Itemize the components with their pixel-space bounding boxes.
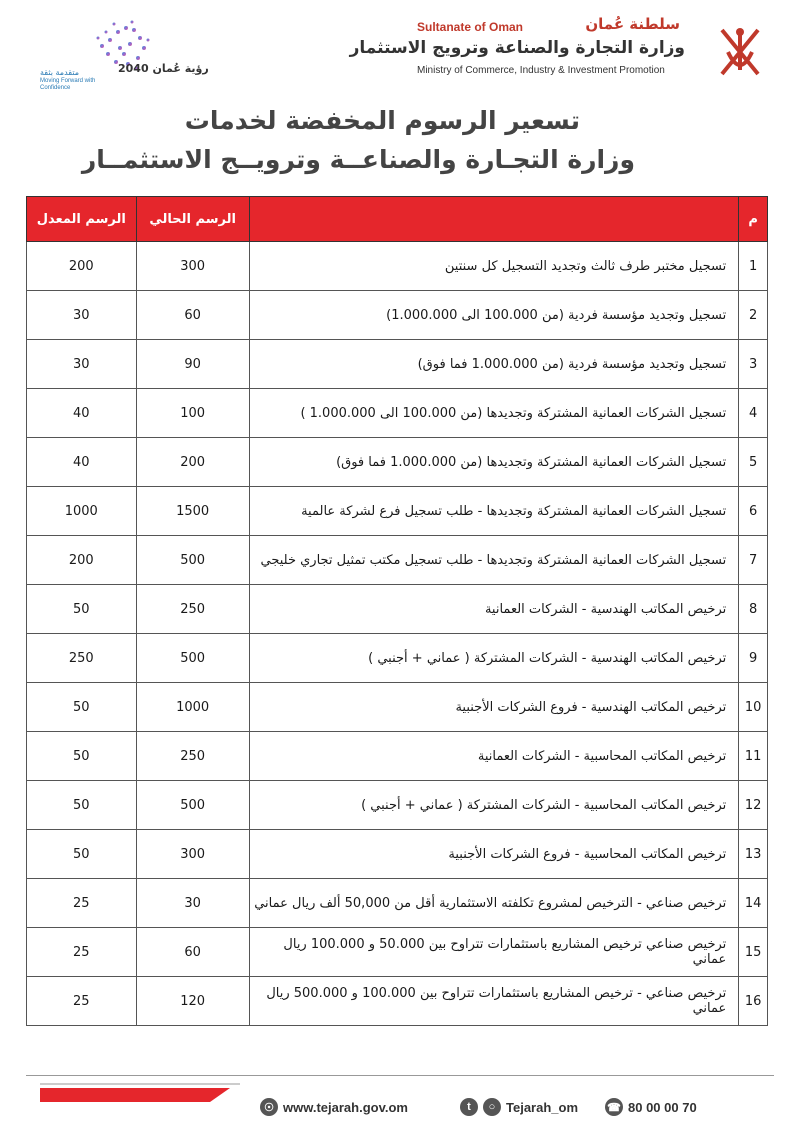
page-title-line2: وزارة التجـارة والصناعــة وترويــج الاستثمــار (81, 145, 635, 174)
row-current-fee: 250 (136, 732, 249, 781)
row-num: 5 (739, 438, 768, 487)
table-row (27, 634, 768, 683)
row-num: 15 (739, 928, 768, 977)
table-row (27, 438, 768, 487)
row-current-fee: 60 (136, 291, 249, 340)
header-new-fee: الرسم المعدل (27, 197, 137, 242)
row-num: 13 (739, 830, 768, 879)
row-service: تسجيل الشركات العمانية المشتركة وتجديدها - طلب تسجيل مكتب تمثيل تجاري خليجي (249, 536, 738, 585)
row-service: تسجيل الشركات العمانية المشتركة وتجديدها (من 1.000.000 فما فوق) (249, 438, 738, 487)
row-service: ترخيص المكاتب الهندسية - الشركات العمانية (249, 585, 738, 634)
table-row (27, 977, 768, 1026)
row-service: ترخيص المكاتب المحاسبية - فروع الشركات الأجنبية (249, 830, 738, 879)
table-row (27, 389, 768, 438)
row-new-fee: 200 (27, 242, 137, 291)
row-service: تسجيل الشركات العمانية المشتركة وتجديدها (من 100.000 الى 1.000.000 ) (249, 389, 738, 438)
row-new-fee: 25 (27, 928, 137, 977)
table-row (27, 487, 768, 536)
footer-decoration (40, 1082, 240, 1104)
row-new-fee: 50 (27, 830, 137, 879)
row-num: 11 (739, 732, 768, 781)
social-link[interactable] (460, 1098, 578, 1116)
row-num: 16 (739, 977, 768, 1026)
table-row (27, 879, 768, 928)
row-service: ترخيص المكاتب المحاسبية - الشركات المشتركة ( عماني + أجنبي ) (249, 781, 738, 830)
row-num: 14 (739, 879, 768, 928)
header-service (249, 197, 738, 242)
row-service: ترخيص صناعي - الترخيص لمشروع تكلفته الاستثمارية أقل من 50,000 ألف ريال عماني (249, 879, 738, 928)
row-service: ترخيص المكاتب الهندسية - الشركات المشتركة ( عماني + أجنبي ) (249, 634, 738, 683)
row-num: 7 (739, 536, 768, 585)
row-num: 1 (739, 242, 768, 291)
org-name-ar: سلطنة عُمان (585, 15, 680, 33)
fees-table (26, 196, 768, 1026)
row-current-fee: 1500 (136, 487, 249, 536)
phone-link[interactable] (605, 1098, 697, 1116)
row-current-fee: 300 (136, 242, 249, 291)
row-num: 9 (739, 634, 768, 683)
row-new-fee: 30 (27, 340, 137, 389)
twitter-icon: t (460, 1098, 478, 1116)
row-new-fee: 250 (27, 634, 137, 683)
row-current-fee: 30 (136, 879, 249, 928)
phone-icon: ☎ (605, 1098, 623, 1116)
row-new-fee: 25 (27, 879, 137, 928)
table-row (27, 242, 768, 291)
table-row (27, 928, 768, 977)
row-service: ترخيص صناعي ترخيص المشاريع باستثمارات تتراوح بين 50.000 و 100.000 ريال عماني (249, 928, 738, 977)
divider (26, 1075, 774, 1076)
row-new-fee: 200 (27, 536, 137, 585)
table-header-row (27, 197, 768, 242)
page-title-line1: تسعير الرسوم المخفضة لخدمات (184, 106, 580, 135)
row-num: 6 (739, 487, 768, 536)
vision-mark-text: رؤية عُمان 2040 (118, 62, 209, 75)
row-new-fee: 50 (27, 585, 137, 634)
row-service: تسجيل وتجديد مؤسسة فردية (من 100.000 الى 1.000.000) (249, 291, 738, 340)
table-row (27, 536, 768, 585)
row-current-fee: 250 (136, 585, 249, 634)
table-row (27, 732, 768, 781)
row-new-fee: 40 (27, 438, 137, 487)
row-new-fee: 25 (27, 977, 137, 1026)
table-row (27, 683, 768, 732)
table-row (27, 781, 768, 830)
row-current-fee: 1000 (136, 683, 249, 732)
social-text: Tejarah_om (506, 1099, 579, 1115)
org-name-en: Sultanate of Oman (417, 20, 524, 34)
row-num: 12 (739, 781, 768, 830)
row-new-fee: 50 (27, 781, 137, 830)
table-row (27, 340, 768, 389)
row-num: 8 (739, 585, 768, 634)
row-current-fee: 500 (136, 634, 249, 683)
header-num: م (739, 197, 768, 242)
row-service: تسجيل الشركات العمانية المشتركة وتجديدها - طلب تسجيل فرع لشركة عالمية (249, 487, 738, 536)
globe-icon: ☉ (260, 1098, 278, 1116)
row-current-fee: 200 (136, 438, 249, 487)
row-new-fee: 40 (27, 389, 137, 438)
row-new-fee: 30 (27, 291, 137, 340)
ministry-name-ar: وزارة التجارة والصناعة وترويج الاستثمار (349, 38, 685, 58)
page-header (0, 0, 800, 100)
row-service: ترخيص المكاتب الهندسية - فروع الشركات الأجنبية (249, 683, 738, 732)
page-footer (255, 1098, 775, 1122)
header-current-fee: الرسم الحالي (136, 197, 249, 242)
row-current-fee: 120 (136, 977, 249, 1026)
vision-slogan-ar: متقدمة بثقة (40, 68, 80, 77)
row-num: 2 (739, 291, 768, 340)
oman-emblem-icon (710, 22, 770, 82)
instagram-icon: ○ (483, 1098, 501, 1116)
phone-text: 80 00 00 70 (628, 1099, 697, 1115)
row-current-fee: 90 (136, 340, 249, 389)
table-row (27, 585, 768, 634)
website-link[interactable] (260, 1098, 408, 1116)
row-service: تسجيل مختبر طرف ثالث وتجديد التسجيل كل سنتين (249, 242, 738, 291)
table-row (27, 291, 768, 340)
row-current-fee: 500 (136, 536, 249, 585)
row-service: تسجيل وتجديد مؤسسة فردية (من 1.000.000 فما فوق) (249, 340, 738, 389)
row-service: ترخيص المكاتب المحاسبية - الشركات العمانية (249, 732, 738, 781)
vision-slogan-en: Moving Forward with Confidence (40, 78, 96, 91)
row-num: 4 (739, 389, 768, 438)
row-new-fee: 50 (27, 732, 137, 781)
row-current-fee: 100 (136, 389, 249, 438)
row-current-fee: 60 (136, 928, 249, 977)
row-new-fee: 50 (27, 683, 137, 732)
row-service: ترخيص صناعي - ترخيص المشاريع باستثمارات تتراوح بين 100.000 و 500.000 ريال عماني (249, 977, 738, 1026)
row-num: 10 (739, 683, 768, 732)
table-row (27, 830, 768, 879)
row-current-fee: 300 (136, 830, 249, 879)
row-new-fee: 1000 (27, 487, 137, 536)
row-current-fee: 500 (136, 781, 249, 830)
website-text: www.tejarah.gov.om (283, 1099, 408, 1115)
ministry-name-en: Ministry of Commerce, Industry & Investment Promotion (417, 65, 665, 76)
row-num: 3 (739, 340, 768, 389)
